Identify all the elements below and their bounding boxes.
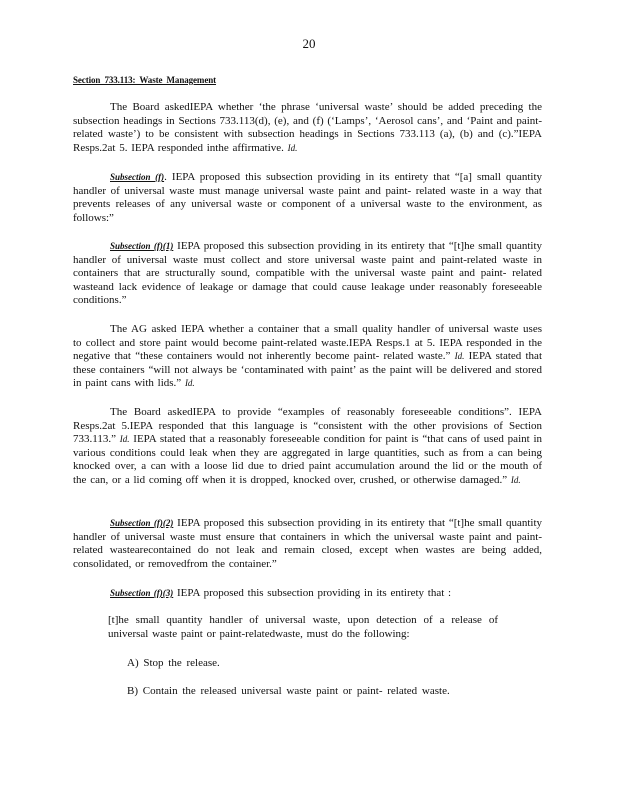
paragraph-4b-text: IEPA stated that these containers “will not always be ‘contaminated with paint’ as the paint will be delivered and stored in paint cans with lids.” bbox=[73, 350, 542, 389]
paragraph-4a-text: The AG asked IEPA whether a container that a small quality handler of universal waste uses to collect and store paint would become paint-related waste.IEPA Resps.1 at 5. IEPA responded in the negative that “these containers would not inherently become paint- related waste.” bbox=[73, 323, 542, 362]
citation: Id. bbox=[184, 378, 195, 388]
paragraph-2-text: . IEPA proposed this subsection providing in its entirety that “[a] small quantity handler of universal waste must manage universal waste paint and paint- related waste in a way that prevents releases of any universal waste or component of a universal waste to the environment, as follows:” bbox=[73, 171, 542, 224]
paragraph-4 bbox=[73, 323, 542, 391]
paragraph-5a-text: The Board askedIEPA to provide “examples of reasonably foreseeable conditions”. IEPA Resps.2at 5.IEPA responded that this language is “consistent with the other provisions of Section 733.113.” bbox=[73, 406, 542, 445]
paragraph-7 bbox=[73, 587, 542, 601]
paragraph-2 bbox=[73, 171, 542, 225]
subsection-label: Subsection (f) bbox=[110, 172, 165, 182]
block-quote: [t]he small quantity handler of universal waste, upon detection of a release of universal waste paint or paint-relatedwaste, must do the following: bbox=[108, 614, 498, 640]
paragraph-6-text: IEPA proposed this subsection providing in its entirety that “[t]he small quantity handler of universal waste must ensure that containers in which the universal waste paint and paint- related wastearecontained do not leak and remain closed, except when wastes are being added, consolidated, or removedfrom the container.” bbox=[73, 517, 543, 570]
list-item: A) Stop the release. bbox=[127, 657, 220, 669]
citation: Id. bbox=[119, 434, 130, 444]
paragraph-5 bbox=[73, 406, 542, 487]
paragraph-3 bbox=[73, 240, 542, 308]
subsection-label: Subsection (f)(3) bbox=[110, 588, 174, 598]
subsection-label: Subsection (f)(2) bbox=[110, 518, 174, 528]
list-item: B) Contain the released universal waste paint or paint- related waste. bbox=[127, 685, 450, 697]
paragraph-3-text: IEPA proposed this subsection providing in its entirety that “[t]he small quantity handler of universal waste must collect and store universal waste paint and paint-related waste in containers that are structurally sound, compatible with the universal waste paint and paint- related wasteand lack evidence of leakage or damage that could cause leakage under reasonably foreseeable conditions.” bbox=[73, 240, 543, 306]
citation: Id. bbox=[510, 474, 521, 485]
paragraph-1-text: The Board askedIEPA whether ‘the phrase ‘universal waste’ should be added preceding the subsection headings in Sections 733.113(d), (e), and (f) (‘Lamps’, ‘Aerosol cans’, and ‘Paint and paint-related waste’) to be consistent with subsection headings in Sections 733.113 (a), (b) and (c).”IEPA Resps.2at 5. IEPA responded inthe affirmative. bbox=[73, 101, 542, 154]
paragraph-5b-text: IEPA stated that a reasonably foreseeable condition for paint is “that cans of used paint in various conditions could leak when they are aggregated in large quantities, such as from a can being knocked over, a can with a loose lid due to dried paint accumulation around the lid or the mouth of the can, or a lid coming off when it is dropped, knocked over, crushed, or otherwise damaged.” bbox=[73, 433, 543, 486]
paragraph-1 bbox=[73, 101, 542, 155]
citation: Id. bbox=[287, 142, 298, 153]
section-heading: Section 733.113: Waste Management bbox=[73, 75, 217, 85]
paragraph-7-text: IEPA proposed this subsection providing in its entirety that : bbox=[177, 587, 452, 599]
paragraph-6 bbox=[73, 517, 542, 571]
subsection-label: Subsection (f)(1) bbox=[110, 241, 174, 251]
citation: Id. bbox=[454, 351, 465, 361]
page-number: 20 bbox=[302, 36, 316, 51]
